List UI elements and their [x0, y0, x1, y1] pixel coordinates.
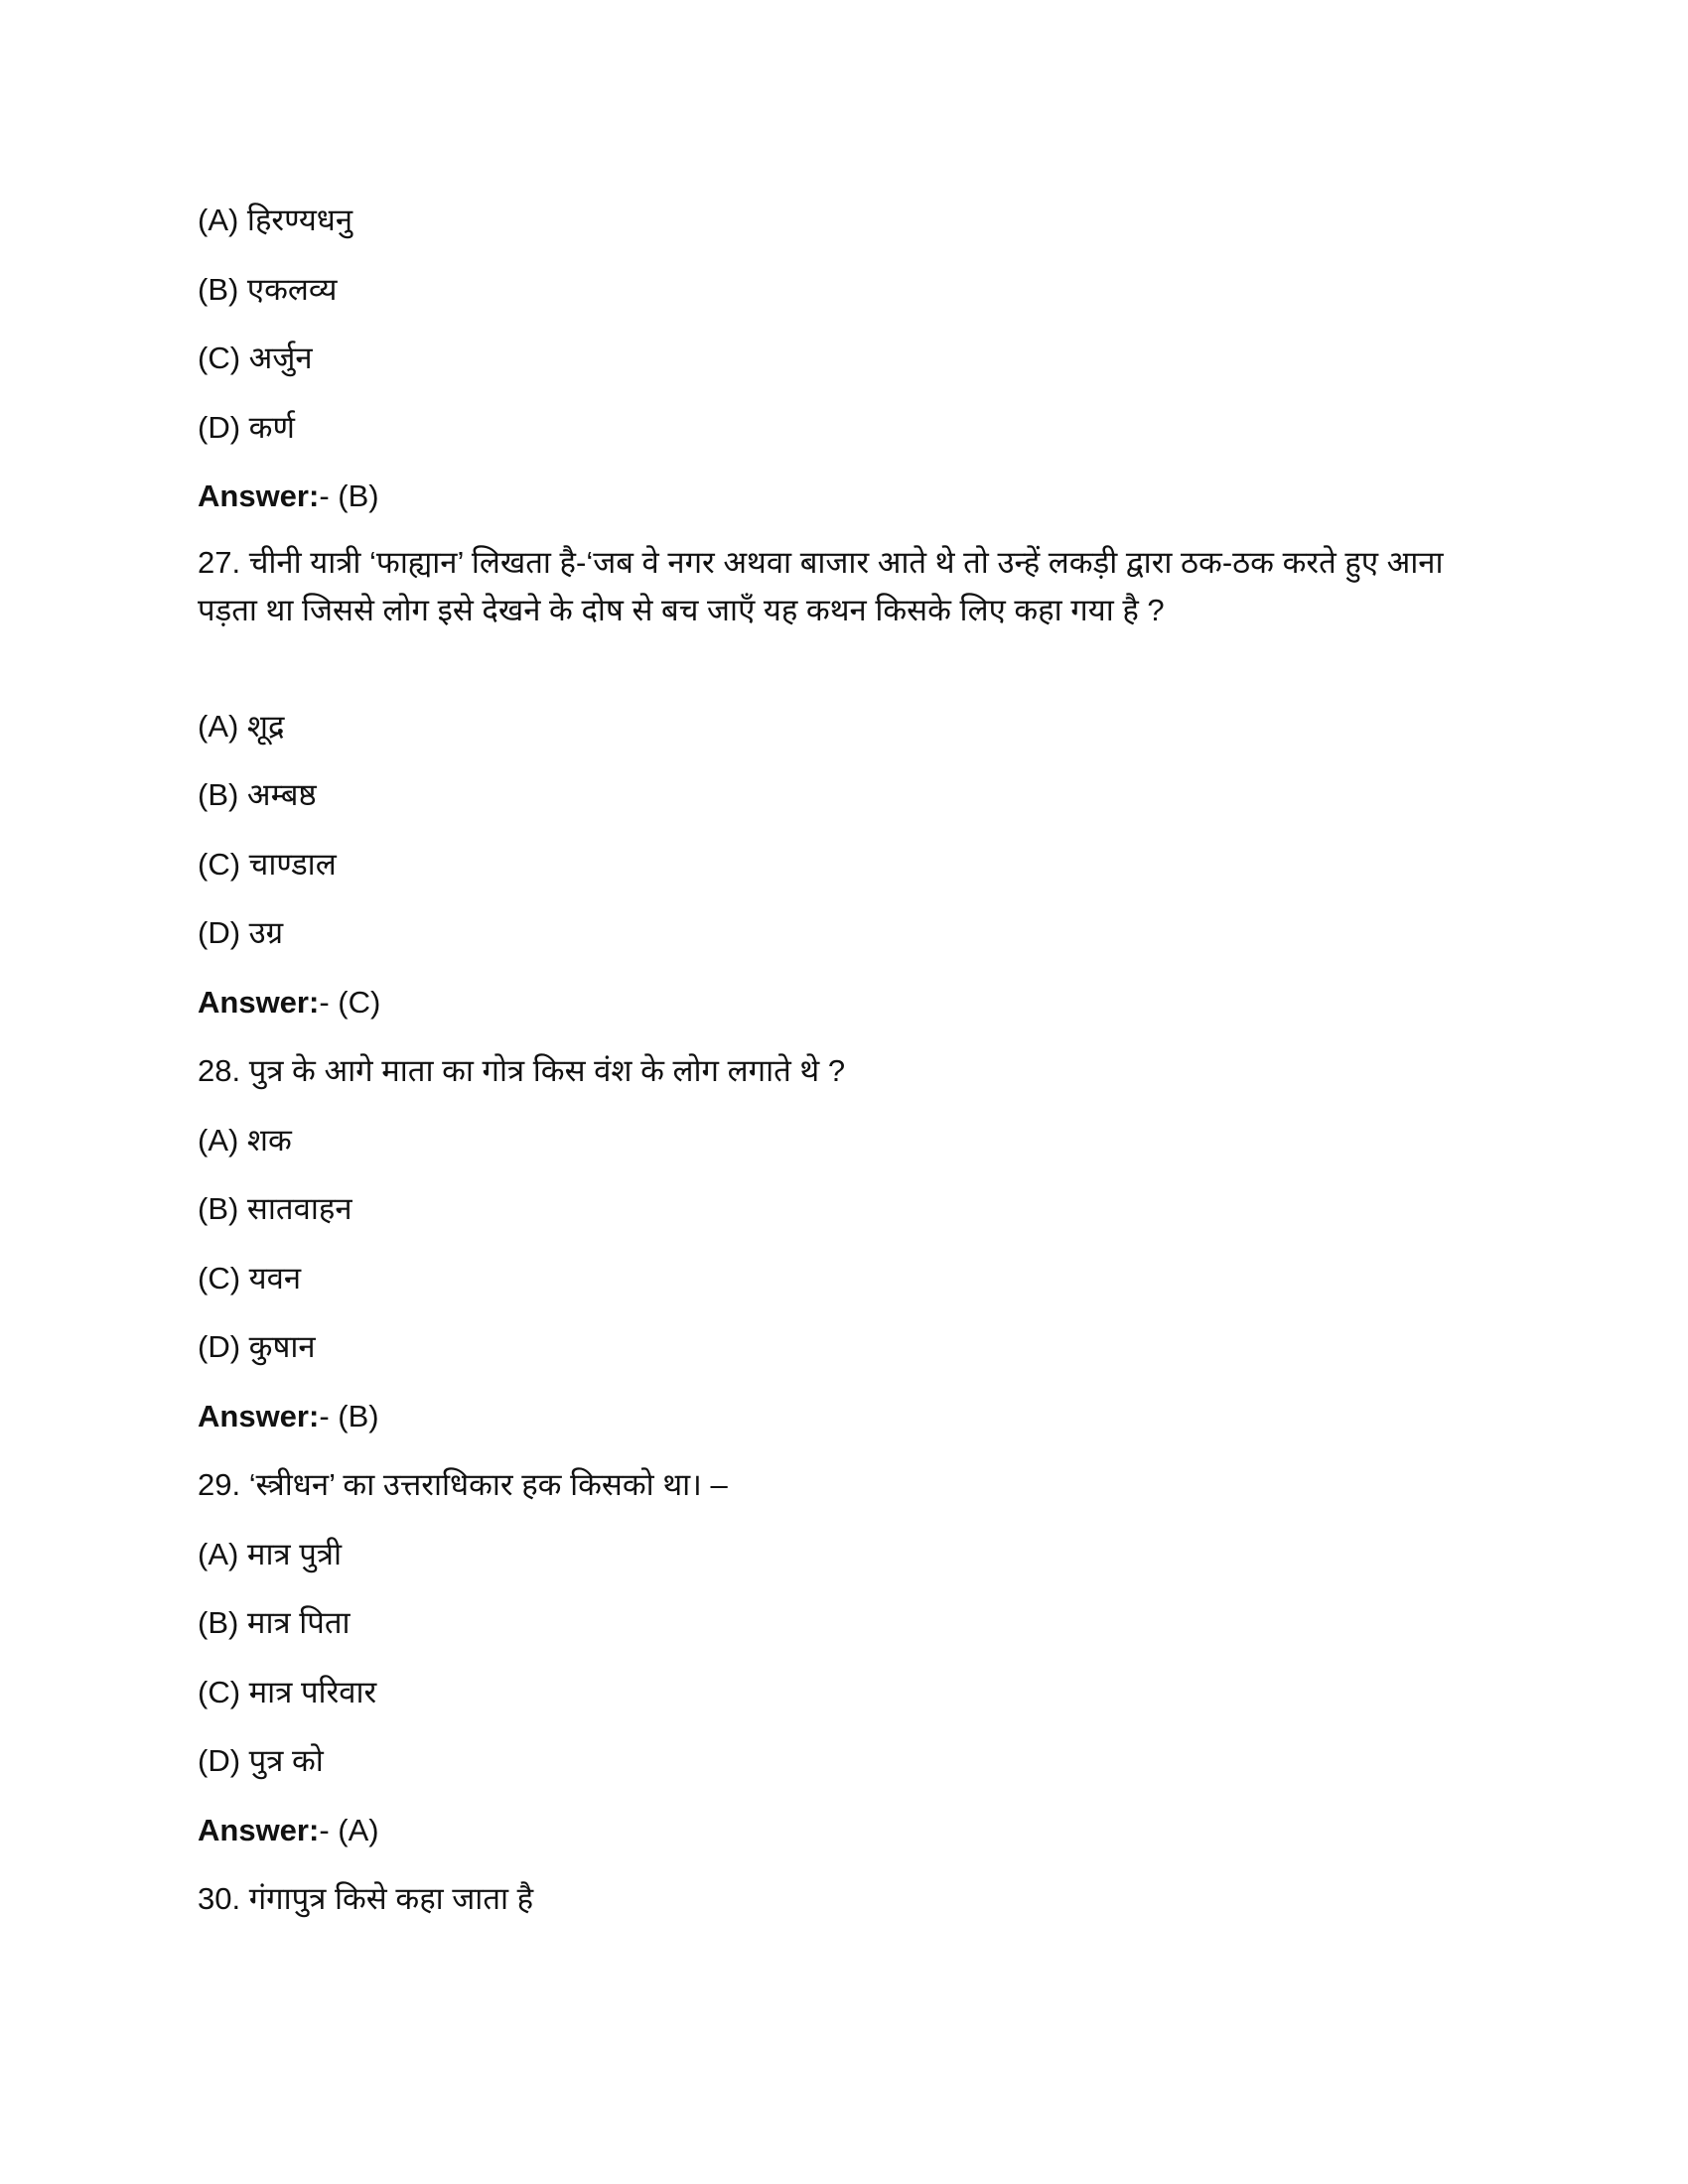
answer-value: - (B)	[319, 1399, 379, 1433]
option-c: (C) यवन	[198, 1261, 302, 1296]
option-a: (A) शूद्र	[198, 709, 285, 744]
option-b: (B) अम्बष्ठ	[198, 777, 317, 812]
answer-label: Answer:	[198, 1399, 320, 1433]
answer-line	[198, 983, 380, 1023]
question-27: 27. चीनी यात्री ‘फाह्यान’ लिखता है-‘जब वे नगर अथवा बाजार आते थे तो उन्हें लकड़ी द्वारा ठक-ठक करते हुए आना पड़ता था जिससे लोग इसे देखने के दोष से बच जाएँ यह कथन किसके लिए कहा गया है ?	[198, 545, 1444, 627]
option-b: (B) सातवाहन	[198, 1191, 352, 1226]
question-30: 30. गंगापुत्र किसे कहा जाता है	[198, 1881, 534, 1916]
answer-value: - (C)	[319, 985, 381, 1020]
question-28: 28. पुत्र के आगे माता का गोत्र किस वंश के लोग लगाते थे ?	[198, 1053, 846, 1088]
option-d: (D) उग्र	[198, 915, 284, 950]
option-d: (D) पुत्र को	[198, 1743, 324, 1778]
answer-line	[198, 1397, 379, 1436]
question-29: 29. ‘स्त्रीधन’ का उत्तराधिकार हक किसको था। –	[198, 1467, 728, 1502]
option-a: (A) मात्र पुत्री	[198, 1537, 342, 1571]
option-b: (B) मात्र पिता	[198, 1605, 351, 1640]
answer-label: Answer:	[198, 985, 320, 1020]
option-b: (B) एकलव्य	[198, 272, 338, 307]
answer-label: Answer:	[198, 478, 320, 513]
option-c: (C) चाण्डाल	[198, 847, 337, 882]
option-a: (A) हिरण्यधनु	[198, 203, 353, 237]
option-c: (C) मात्र परिवार	[198, 1675, 377, 1709]
option-d: (D) कुषान	[198, 1329, 316, 1364]
answer-line	[198, 477, 379, 516]
option-d: (D) कर्ण	[198, 410, 295, 445]
answer-line	[198, 1811, 379, 1850]
answer-value: - (B)	[319, 478, 379, 513]
answer-label: Answer:	[198, 1813, 320, 1847]
option-c: (C) अर्जुन	[198, 341, 313, 375]
option-a: (A) शक	[198, 1123, 292, 1158]
answer-value: - (A)	[319, 1813, 379, 1847]
